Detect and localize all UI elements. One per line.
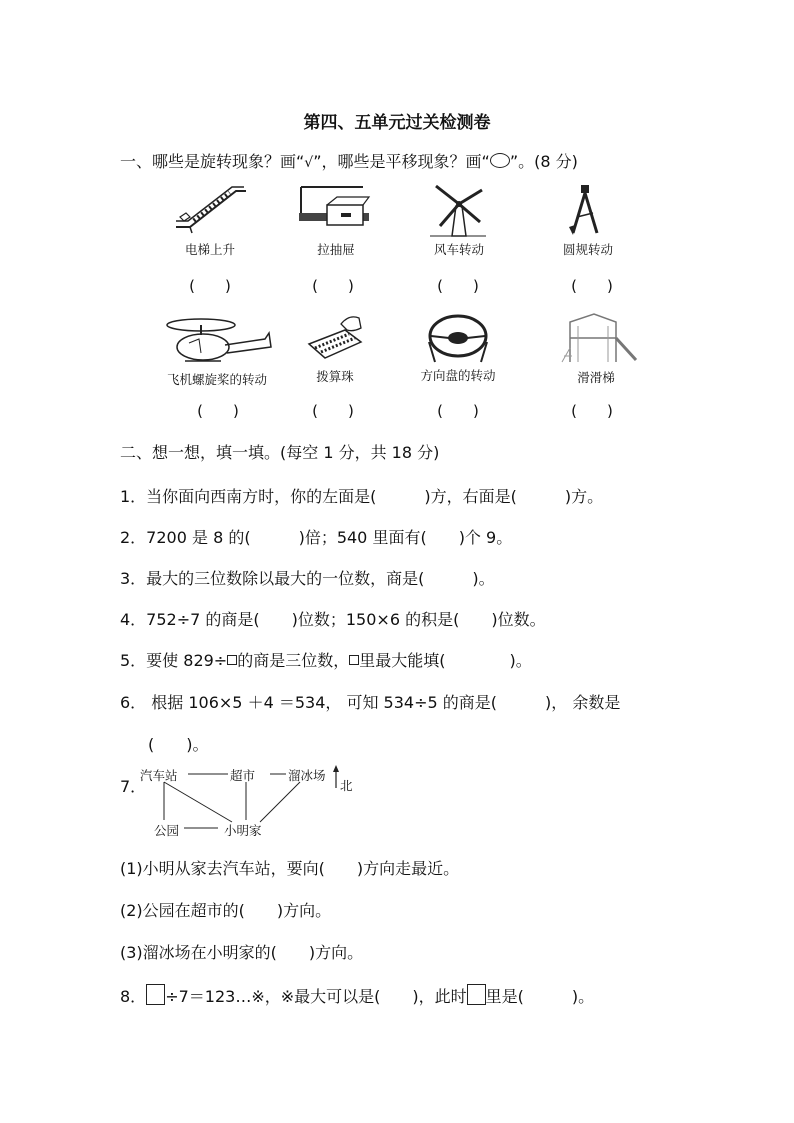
page-title: 第四、五单元过关检测卷 [303,113,491,133]
item-caption: 拨算珠 [316,369,354,384]
answer-blank[interactable]: ( ) [312,277,354,295]
question-7-number: 7． [120,777,147,796]
map-bus-station: 汽车站 [140,768,178,783]
answer-blank[interactable]: ( ) [189,277,231,295]
compass-icon [565,183,605,237]
item-caption: 风车转动 [433,242,484,257]
answer-blank[interactable]: ( ) [437,402,479,420]
helicopter-icon [165,313,275,365]
question-7-3: (3)溜冰场在小明家的( )方向。 [120,943,364,962]
map-supermarket: 超市 [230,768,256,783]
question-3: 3．最大的三位数除以最大的一位数，商是( )。 [120,569,495,588]
item-caption: 拉抽屉 [317,242,355,257]
answer-blank[interactable]: ( ) [571,402,613,420]
circle-icon [490,153,510,168]
slide-icon [560,308,640,364]
question-7-1: (1)小明从家去汽车站，要向( )方向走最近。 [120,859,460,878]
question-7-2: (2)公园在超市的( )方向。 [120,901,332,920]
section1-header: 一、哪些是旋转现象？画“√”，哪些是平移现象？画“ ”。(8 分) [120,152,578,171]
steering-wheel-icon [425,310,491,364]
map-north-label: 北 [340,778,353,793]
question-6-continued: ( )。 [148,735,209,754]
small-box-icon [349,655,359,665]
answer-box-icon[interactable] [467,984,486,1005]
map-xiaoming-home: 小明家 [224,823,262,838]
item-caption: 飞机螺旋桨的转动 [166,372,267,387]
section2-header: 二、想一想，填一填。(每空 1 分，共 18 分) [120,443,440,462]
question-1: 1．当你面向西南方时，你的左面是( )方，右面是( )方。 [120,487,604,506]
question-5: 5．要使 829÷ 的商是三位数， 里最大能填( )。 [120,651,532,670]
small-box-icon [227,655,237,665]
escalator-icon [172,183,250,235]
map-skating-rink: 溜冰场 [288,768,326,783]
answer-blank[interactable]: ( ) [571,277,613,295]
direction-map [140,764,370,842]
check-mark-icon: √ [304,155,314,171]
item-caption: 方向盘的转动 [420,368,496,383]
answer-box-icon[interactable] [146,984,165,1005]
answer-blank[interactable]: ( ) [437,277,479,295]
windmill-icon [428,182,488,238]
item-caption: 滑滑梯 [577,370,615,385]
abacus-icon [305,310,365,362]
map-park: 公园 [154,823,180,838]
item-caption: 圆规转动 [562,242,613,257]
drawer-icon [297,183,371,233]
question-6: 6． 根据 106×5 ＋4 ＝534， 可知 534÷5 的商是( )， 余数是 [120,693,621,712]
item-caption: 电梯上升 [184,242,235,257]
answer-blank[interactable]: ( ) [312,402,354,420]
question-8: 8． ÷7＝123…※，※最大可以是( )，此时 里是( )。 [120,984,594,1007]
question-2: 2．7200 是 8 的( )倍；540 里面有( )个 9。 [120,528,513,547]
answer-blank[interactable]: ( ) [197,402,239,420]
question-4: 4．752÷7 的商是( )位数；150×6 的积是( )位数。 [120,610,546,629]
